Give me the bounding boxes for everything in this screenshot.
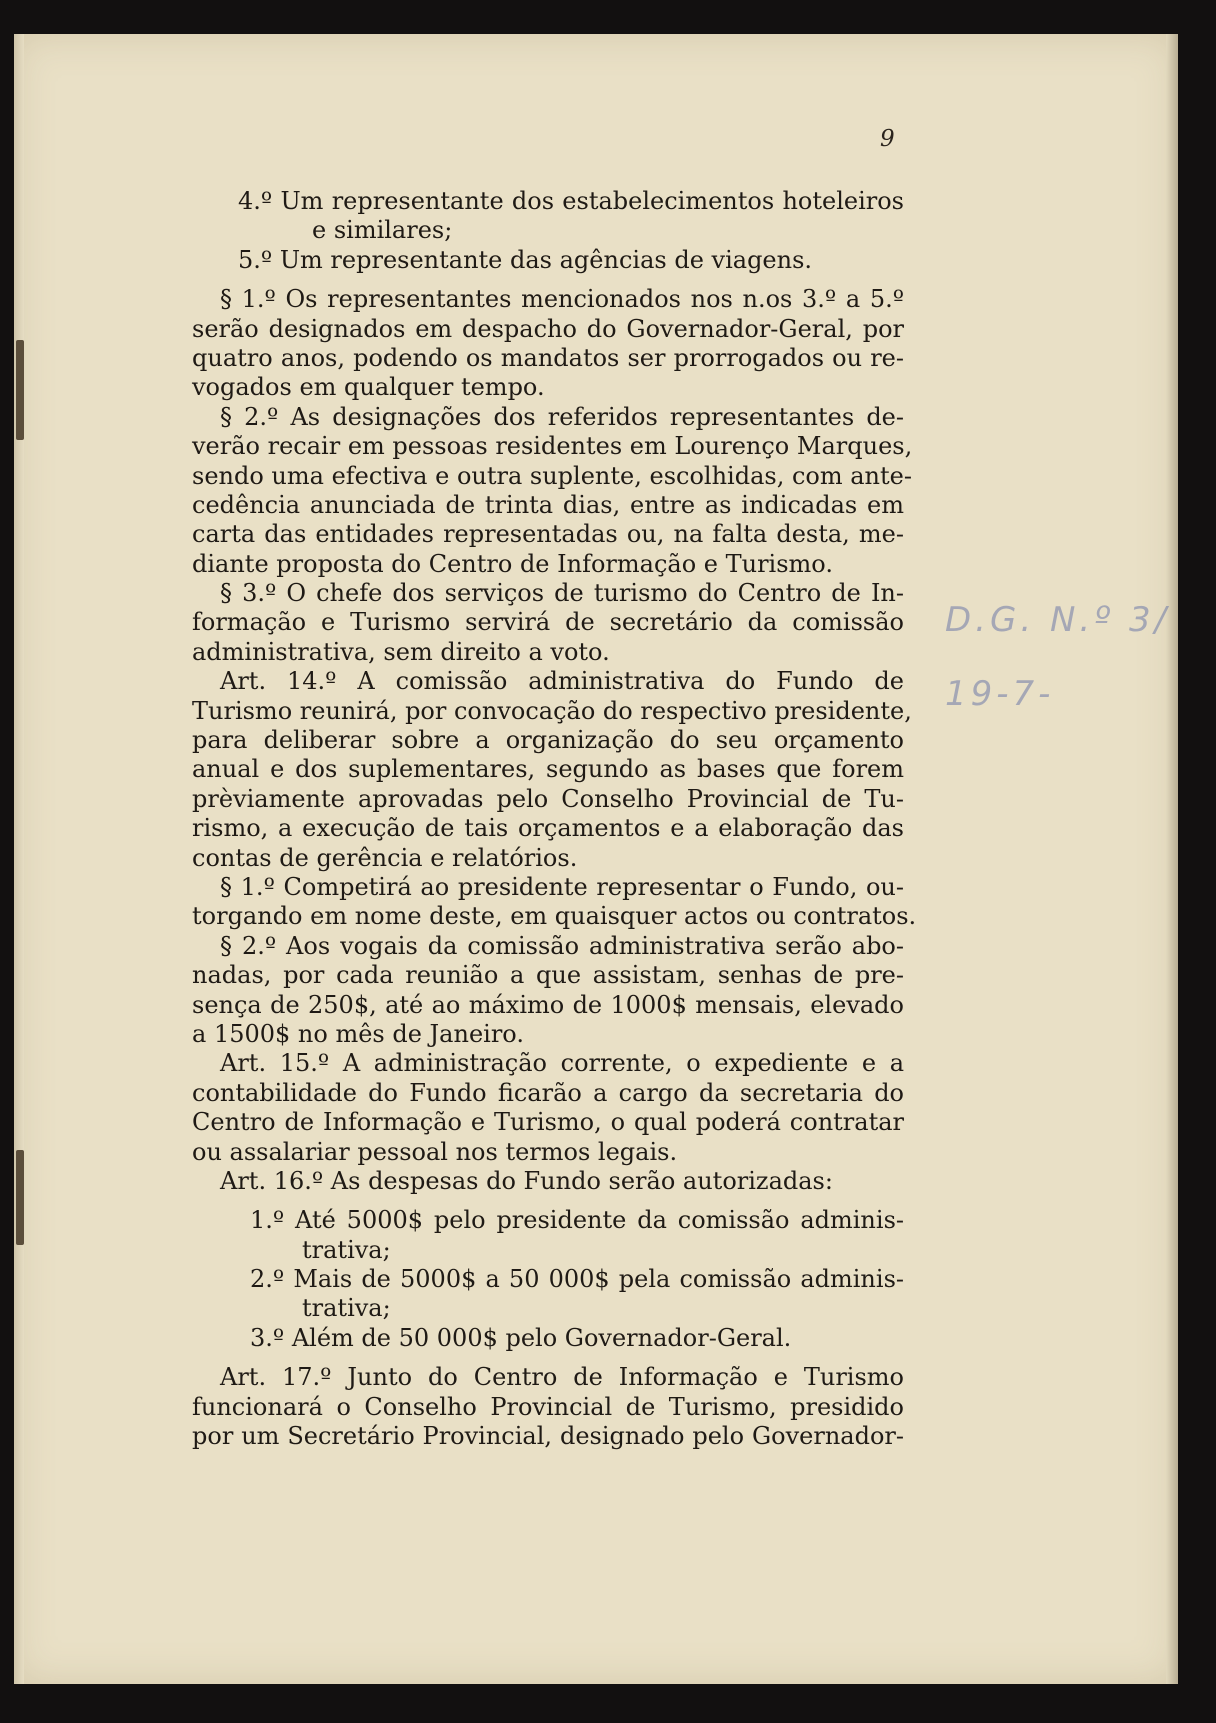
- paragraph-gap: [192, 275, 904, 285]
- text-line: 1.º Até 5000$ pelo presidente da comissão adminis-: [250, 1206, 904, 1235]
- text-line: Art. 17.º Junto do Centro de Informação e Turismo: [220, 1363, 904, 1392]
- text-line: diante proposta do Centro de Informação e Turismo.: [192, 549, 833, 578]
- text-line: Art. 14.º A comissão administrativa do Fundo de: [220, 667, 904, 696]
- text-line: quatro anos, podendo os mandatos ser prorrogados ou re-: [192, 343, 904, 372]
- page-number: 9: [880, 126, 895, 152]
- text-line: ou assalariar pessoal nos termos legais.: [192, 1137, 678, 1166]
- paragraph-gap: [192, 1196, 904, 1206]
- text-line: 3.º Além de 50 000$ pelo Governador-Geral.: [250, 1323, 792, 1352]
- text-line: 5.º Um representante das agências de viagens.: [238, 245, 813, 274]
- text-line: vogados em qualquer tempo.: [192, 373, 545, 402]
- text-line: Turismo reunirá, por convocação do respectivo presidente,: [192, 696, 912, 725]
- page-left-edge: [14, 34, 24, 1684]
- text-line: rismo, a execução de tais orçamentos e a elaboração das: [192, 814, 904, 843]
- text-line: sendo uma efectiva e outra suplente, escolhidas, com ante-: [192, 461, 912, 490]
- binding-pin-top: [16, 340, 24, 440]
- text-line: cedência anunciada de trinta dias, entre as indicadas em: [192, 490, 904, 519]
- text-line: por um Secretário Provincial, designado pelo Governador-: [192, 1422, 904, 1451]
- text-line: e similares;: [312, 216, 453, 245]
- text-line: 4.º Um representante dos estabelecimentos hoteleiros: [238, 187, 904, 215]
- margin-note-line1: D.G. N.º 3/: [945, 600, 1171, 640]
- text-line: administrativa, sem direito a voto.: [192, 637, 610, 666]
- text-line: 2.º Mais de 5000$ a 50 000$ pela comissão adminis-: [250, 1265, 904, 1294]
- text-line: funcionará o Conselho Provincial de Turismo, presidido: [192, 1392, 904, 1421]
- text-line: § 2.º As designações dos referidos representantes de-: [220, 402, 904, 431]
- text-line: trativa;: [302, 1235, 391, 1264]
- text-line: § 1.º Competirá ao presidente representar o Fundo, ou-: [220, 872, 904, 901]
- text-line: contabilidade do Fundo ficarão a cargo da secretaria do: [192, 1078, 904, 1107]
- text-line: sença de 250$, até ao máximo de 1000$ mensais, elevado: [192, 990, 904, 1019]
- document-body: [192, 187, 917, 1451]
- text-line: anual e dos suplementares, segundo as bases que forem: [192, 755, 904, 784]
- text-line: prèviamente aprovadas pelo Conselho Provincial de Tu-: [192, 784, 904, 813]
- text-line: nadas, por cada reunião a que assistam, senhas de pre-: [192, 961, 904, 990]
- text-line: para deliberar sobre a organização do seu orçamento: [192, 726, 904, 755]
- text-line: § 2.º Aos vogais da comissão administrativa serão abo-: [220, 931, 904, 960]
- margin-note-line2: 19-7-: [945, 674, 1055, 714]
- text-line: verão recair em pessoas residentes em Lourenço Marques,: [192, 432, 913, 461]
- text-line: contas de gerência e relatórios.: [192, 843, 578, 872]
- text-line: Centro de Informação e Turismo, o qual poderá contratar: [192, 1108, 904, 1137]
- text-line: trativa;: [302, 1294, 391, 1323]
- text-line: § 3.º O chefe dos serviços de turismo do Centro de In-: [220, 579, 904, 608]
- page-right-edge: [1166, 34, 1178, 1684]
- text-line: Art. 15.º A administração corrente, o expediente e a: [220, 1049, 904, 1078]
- text-line: § 1.º Os representantes mencionados nos n.os 3.º a 5.º: [220, 285, 904, 314]
- text-line: a 1500$ no mês de Janeiro.: [192, 1019, 524, 1048]
- text-line: formação e Turismo servirá de secretário da comissão: [192, 608, 904, 637]
- binding-pin-bottom: [16, 1150, 24, 1245]
- text-line: carta das entidades representadas ou, na falta desta, me-: [192, 520, 904, 549]
- paragraph-gap: [192, 1353, 904, 1363]
- text-line: Art. 16.º As despesas do Fundo serão autorizadas:: [220, 1166, 833, 1195]
- text-line: torgando em nome deste, em quaisquer actos ou contratos.: [192, 902, 917, 931]
- text-line: serão designados em despacho do Governador-Geral, por: [192, 314, 904, 343]
